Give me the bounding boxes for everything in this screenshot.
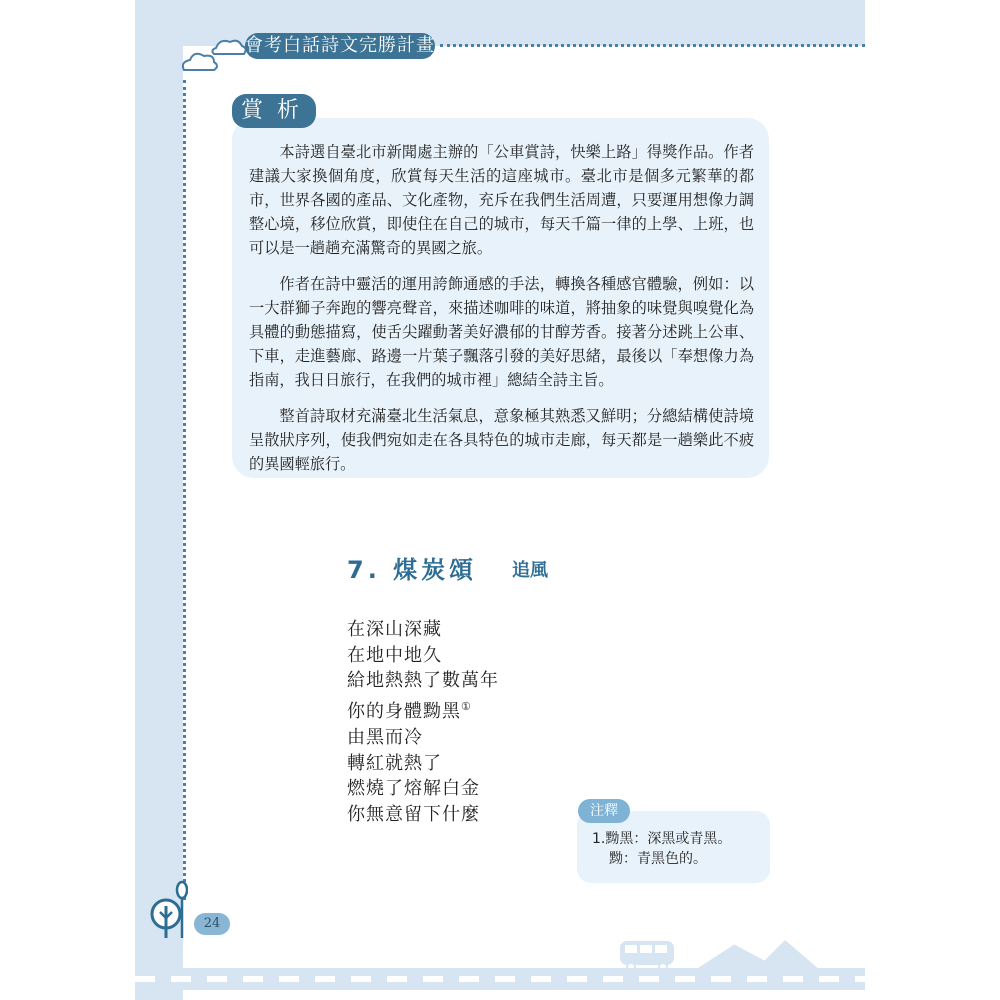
poem-line: 在地中地久 [347,644,442,666]
bottom-dash-pattern [135,968,865,990]
note-line: 1.黝黑：深黑或青黑。 [592,831,732,847]
poem-line-text: 你的身體黝黑 [347,701,461,723]
bus-mountain-illustration [615,930,825,972]
tree-icon [148,880,188,940]
left-decor-band [135,0,183,1000]
footnote-marker: ① [461,700,472,714]
analysis-paragraph: 整首詩取材充滿臺北生活氣息，意象極其熟悉又鮮明；分總結構使詩境呈散狀序列，使我們宛如走在各具特色的城市走廊，每天都是一趟樂此不疲的異國輕旅行。 [249,407,754,473]
page-number: 24 [194,913,230,935]
poem-line: 你無意留下什麼 [347,803,480,825]
poem-line: 在深山深藏 [347,619,442,640]
notes-heading: 注釋 [578,799,630,823]
analysis-paragraph: 作者在詩中靈活的運用誇飾通感的手法，轉換各種感官體驗，例如：以一大群獅子奔跑的響亮聲音，來描述咖啡的味道，將抽象的味覺與嗅覺化為具體的動態描寫，使舌尖躍動著美好濃郁的甘醇芳香。接著分述跳上公車、下車，走進藝廊、路邊一片葉子飄落引發的美好思緒，最後以「奉想像力為指南，我日日旅行，在我們的城市裡」總結全詩主旨。 [249,275,754,389]
analysis-heading: 賞析 [232,94,316,128]
book-series-title: 會考白話詩文完勝計畫 [245,33,435,59]
bottom-decor-band [135,968,865,990]
cloud-icon [178,30,248,80]
poem-author: 追風 [512,560,548,581]
note-line: 黝：青黑色的。 [609,851,707,867]
header-dotted-line [440,44,865,47]
notes-text [592,829,731,869]
poem-line: 由黑而冷 [347,726,423,748]
poem-title: 7. 煤炭頌 [347,556,478,584]
margin-dotted-line [183,80,186,900]
poem-line: 給地熱熱了數萬年 [347,670,499,692]
poem-body [347,617,499,828]
analysis-text [249,140,754,488]
poem-line [347,694,499,725]
poem-line: 燃燒了熔解白金 [347,778,480,800]
analysis-paragraph: 本詩選自臺北市新聞處主辦的「公車賞詩，快樂上路」得獎作品。作者建議大家換個角度，欣賞每天生活的這座城市。臺北市是個多元繁華的都市，世界各國的產品、文化產物，充斥在我們生活周遭，只要運用想像力調整心境，移位欣賞，即使住在自己的城市，每天千篇一律的上學、上班，也可以是一趟趟充滿驚奇的異國之旅。 [249,143,754,257]
poem-line: 轉紅就熱了 [347,752,442,774]
